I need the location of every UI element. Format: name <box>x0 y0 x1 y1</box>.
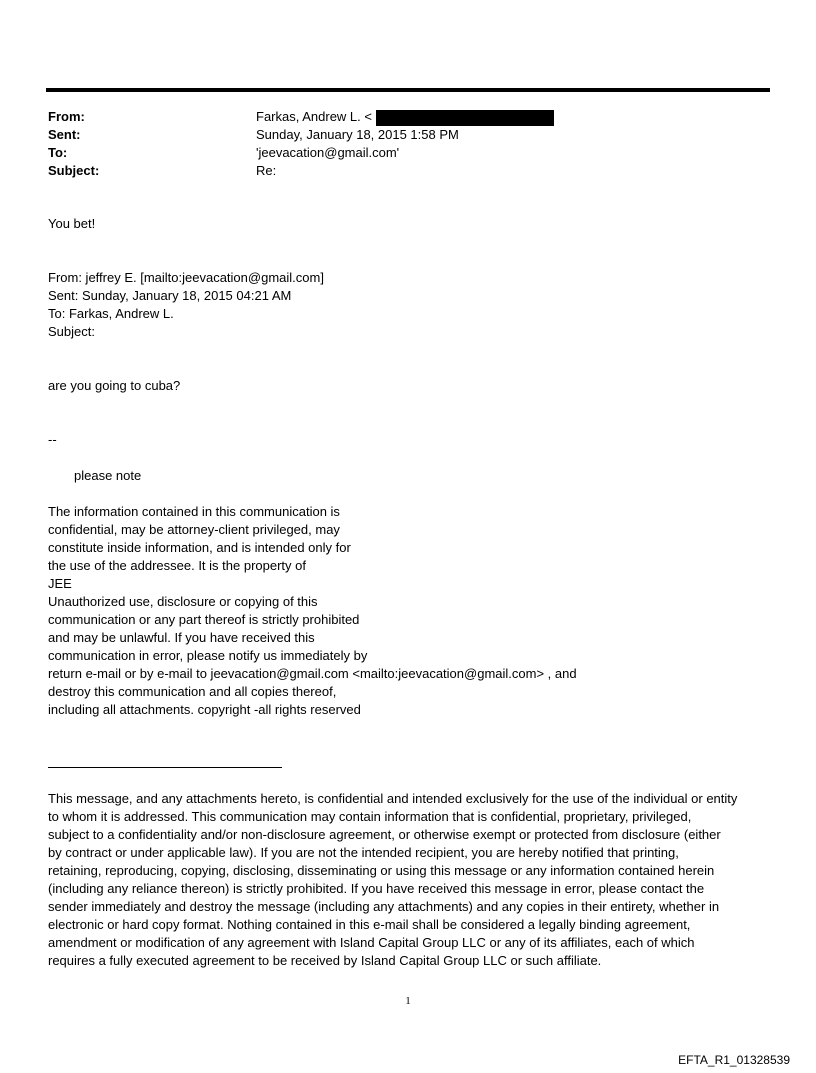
disclaimer-line: Unauthorized use, disclosure or copying of this <box>48 594 318 609</box>
footer-line: requires a fully executed agreement to be received by Island Capital Group LLC or such affiliate. <box>48 953 602 968</box>
from-row <box>48 108 748 126</box>
sent-row <box>48 126 748 144</box>
redaction-block <box>376 110 554 126</box>
to-label: To: <box>48 145 68 160</box>
footer-line: This message, and any attachments hereto, is confidential and intended exclusively for the use of the individual or entity <box>48 791 738 806</box>
from-value <box>256 108 748 126</box>
to-value: 'jeevacation@gmail.com' <box>256 145 400 160</box>
subject-label: Subject: <box>48 163 100 178</box>
footer-divider <box>48 767 282 768</box>
sent-label: Sent: <box>48 127 81 142</box>
disclaimer-line: return e-mail or by e-mail to jeevacation@gmail.com <mailto:jeevacation@gmail.com> , and <box>48 666 577 681</box>
subject-row <box>48 162 748 180</box>
footer-line: to whom it is addressed. This communication may contain information that is confidential, proprietary, privileged, <box>48 809 692 824</box>
reply-text: You bet! <box>48 216 96 231</box>
footer-line: subject to a confidentiality and/or non-disclosure agreement, or otherwise exempt or protected from disclosure (either <box>48 827 721 842</box>
disclaimer-line: constitute inside information, and is intended only for <box>48 540 351 555</box>
signature-note: please note <box>74 468 142 483</box>
subject-value: Re: <box>256 163 277 178</box>
disclaimer-line: communication or any part thereof is strictly prohibited <box>48 612 360 627</box>
quoted-subject: Subject: <box>48 324 95 339</box>
quoted-message: are you going to cuba? <box>48 378 181 393</box>
footer-line: retaining, reproducing, copying, disclosing, disseminating or using this message or any information contained herein <box>48 863 715 878</box>
disclaimer-line: including all attachments. copyright -all rights reserved <box>48 702 361 717</box>
footer-disclaimer <box>48 790 772 970</box>
footer-line: sender immediately and destroy the message (including any attachments) and any copies in their entirety, whether in <box>48 899 720 914</box>
signature-disclaimer <box>48 503 778 719</box>
to-row <box>48 144 748 162</box>
sent-value: Sunday, January 18, 2015 1:58 PM <box>256 127 459 142</box>
email-body <box>48 215 778 719</box>
from-name: Farkas, Andrew L. < <box>256 109 372 124</box>
footer-line: by contract or under applicable law). If you are not the intended recipient, you are hereby notified that printing, <box>48 845 679 860</box>
signature-separator: -- <box>48 432 57 447</box>
disclaimer-line: communication in error, please notify us immediately by <box>48 648 368 663</box>
page-number: 1 <box>405 995 411 1007</box>
footer-line: amendment or modification of any agreement with Island Capital Group LLC or any of its affiliates, each of which <box>48 935 695 950</box>
disclaimer-line: and may be unlawful. If you have received this <box>48 630 315 645</box>
email-header <box>48 108 748 180</box>
disclaimer-line: The information contained in this communication is <box>48 504 340 519</box>
footer-line: electronic or hard copy format. Nothing contained in this e-mail shall be considered a legally binding agreement, <box>48 917 691 932</box>
top-rule <box>46 88 770 92</box>
footer-line: (including any reliance thereon) is strictly prohibited. If you have received this message in error, please contact the <box>48 881 705 896</box>
from-label: From: <box>48 109 85 124</box>
document-id: EFTA_R1_01328539 <box>678 1053 790 1067</box>
disclaimer-line: confidential, may be attorney-client privileged, may <box>48 522 340 537</box>
quoted-to: To: Farkas, Andrew L. <box>48 306 174 321</box>
quoted-sent: Sent: Sunday, January 18, 2015 04:21 AM <box>48 288 292 303</box>
disclaimer-line: destroy this communication and all copies thereof, <box>48 684 337 699</box>
quoted-from: From: jeffrey E. [mailto:jeevacation@gmail.com] <box>48 270 324 285</box>
disclaimer-line: the use of the addressee. It is the property of <box>48 558 306 573</box>
disclaimer-line: JEE <box>48 576 72 591</box>
